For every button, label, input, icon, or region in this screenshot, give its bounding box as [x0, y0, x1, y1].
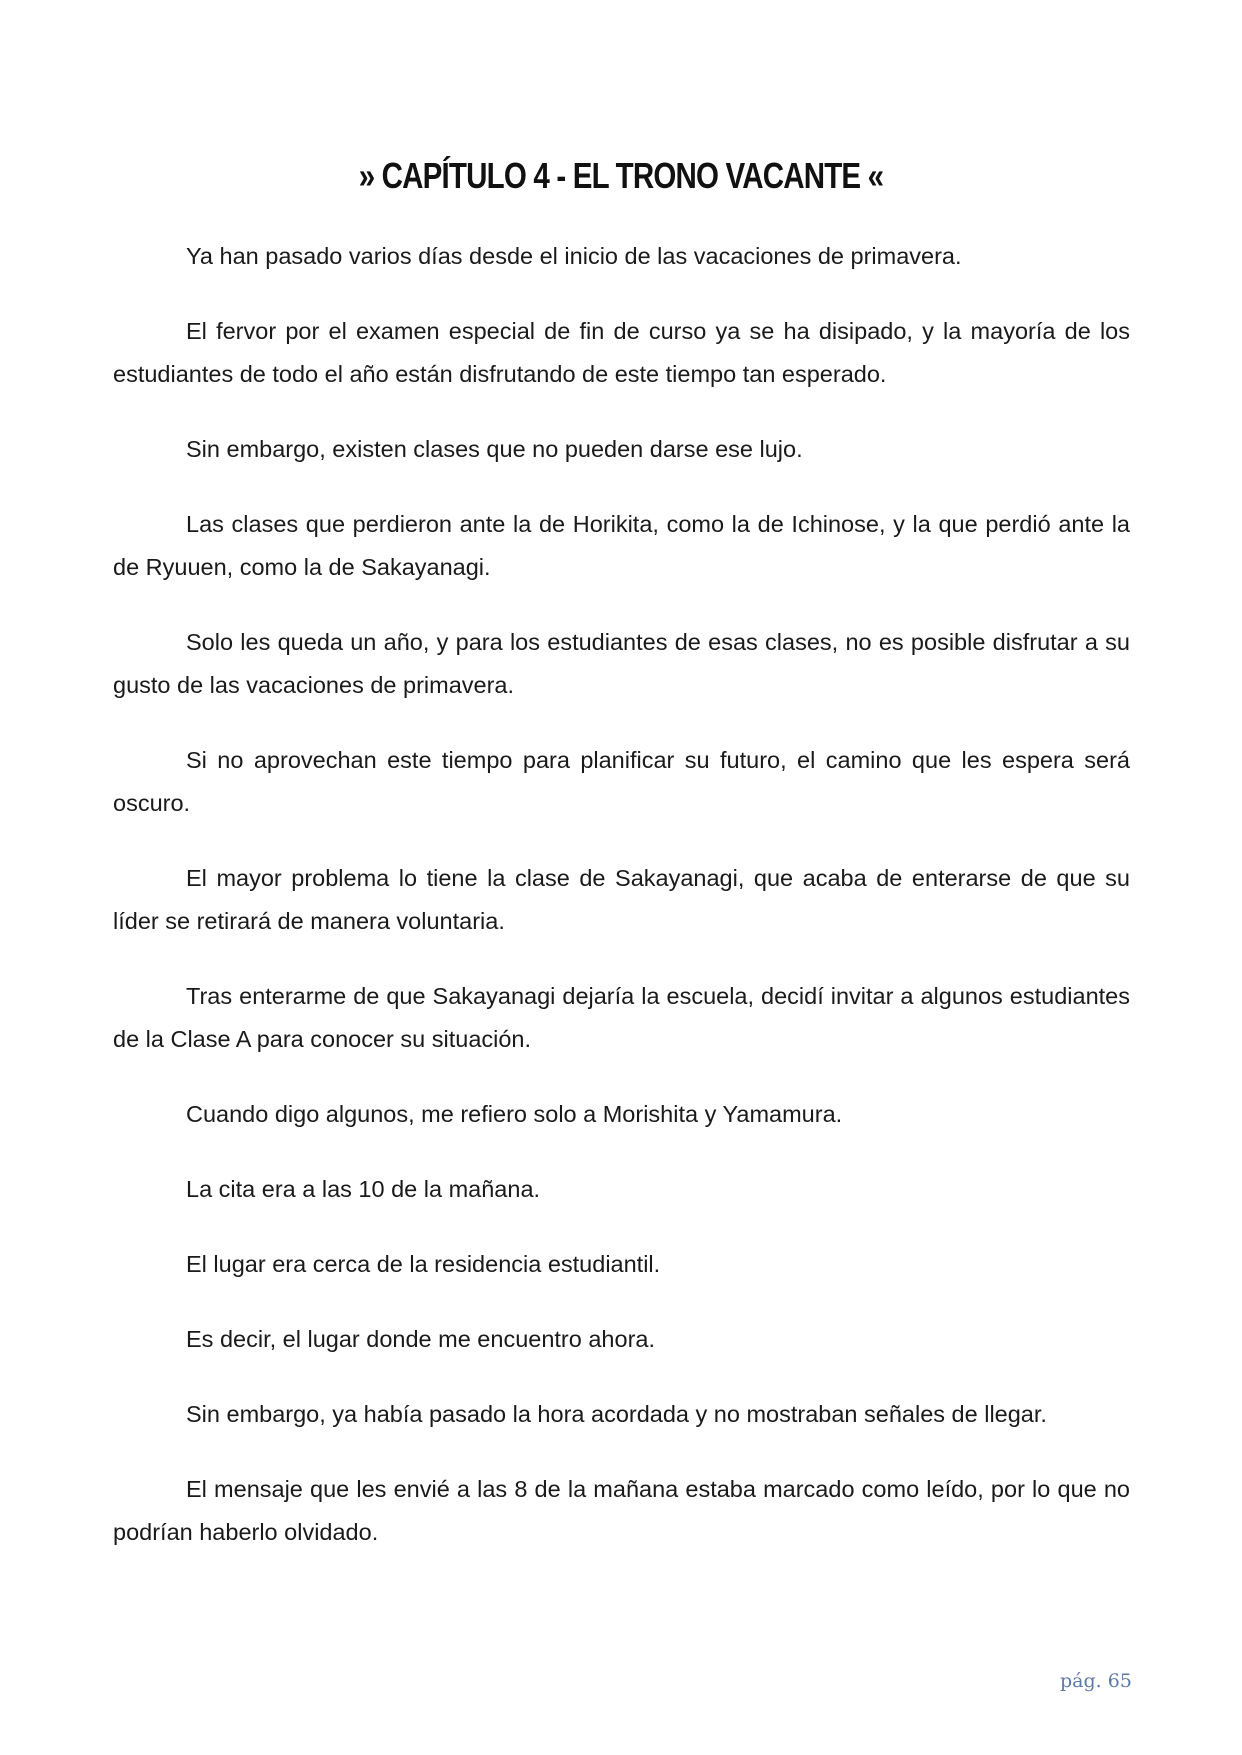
page-number: pág. 65	[1060, 1670, 1132, 1692]
body-text	[113, 235, 1130, 1586]
paragraph: Solo les queda un año, y para los estudiantes de esas clases, no es posible disfrutar a su gusto de las vacaciones de primavera.	[113, 629, 1130, 698]
paragraph: Si no aprovechan este tiempo para planificar su futuro, el camino que les espera será oscuro.	[113, 747, 1130, 816]
paragraph: El mayor problema lo tiene la clase de Sakayanagi, que acaba de enterarse de que su líder se retirará de manera voluntaria.	[113, 865, 1130, 934]
paragraph: Tras enterarme de que Sakayanagi dejaría la escuela, decidí invitar a algunos estudiantes de la Clase A para conocer su situación.	[113, 983, 1130, 1052]
paragraph: El mensaje que les envié a las 8 de la mañana estaba marcado como leído, por lo que no podrían haberlo olvidado.	[113, 1476, 1130, 1545]
paragraph: El lugar era cerca de la residencia estudiantil.	[186, 1251, 661, 1277]
paragraph: Sin embargo, existen clases que no pueden darse ese lujo.	[186, 436, 803, 462]
paragraph: Es decir, el lugar donde me encuentro ahora.	[186, 1326, 655, 1352]
paragraph: Las clases que perdieron ante la de Horikita, como la de Ichinose, y la que perdió ante la de Ryuuen, como la de Sakayanagi.	[113, 511, 1130, 580]
paragraph: El fervor por el examen especial de fin de curso ya se ha disipado, y la mayoría de los estudiantes de todo el año están disfrutando de este tiempo tan esperado.	[113, 318, 1130, 387]
paragraph: Sin embargo, ya había pasado la hora acordada y no mostraban señales de llegar.	[186, 1401, 1047, 1427]
paragraph: La cita era a las 10 de la mañana.	[186, 1176, 541, 1202]
chapter-title: » CAPÍTULO 4 - EL TRONO VACANTE «	[358, 155, 884, 196]
paragraph: Cuando digo algunos, me refiero solo a Morishita y Yamamura.	[186, 1101, 843, 1127]
paragraph: Ya han pasado varios días desde el inicio de las vacaciones de primavera.	[186, 243, 962, 269]
